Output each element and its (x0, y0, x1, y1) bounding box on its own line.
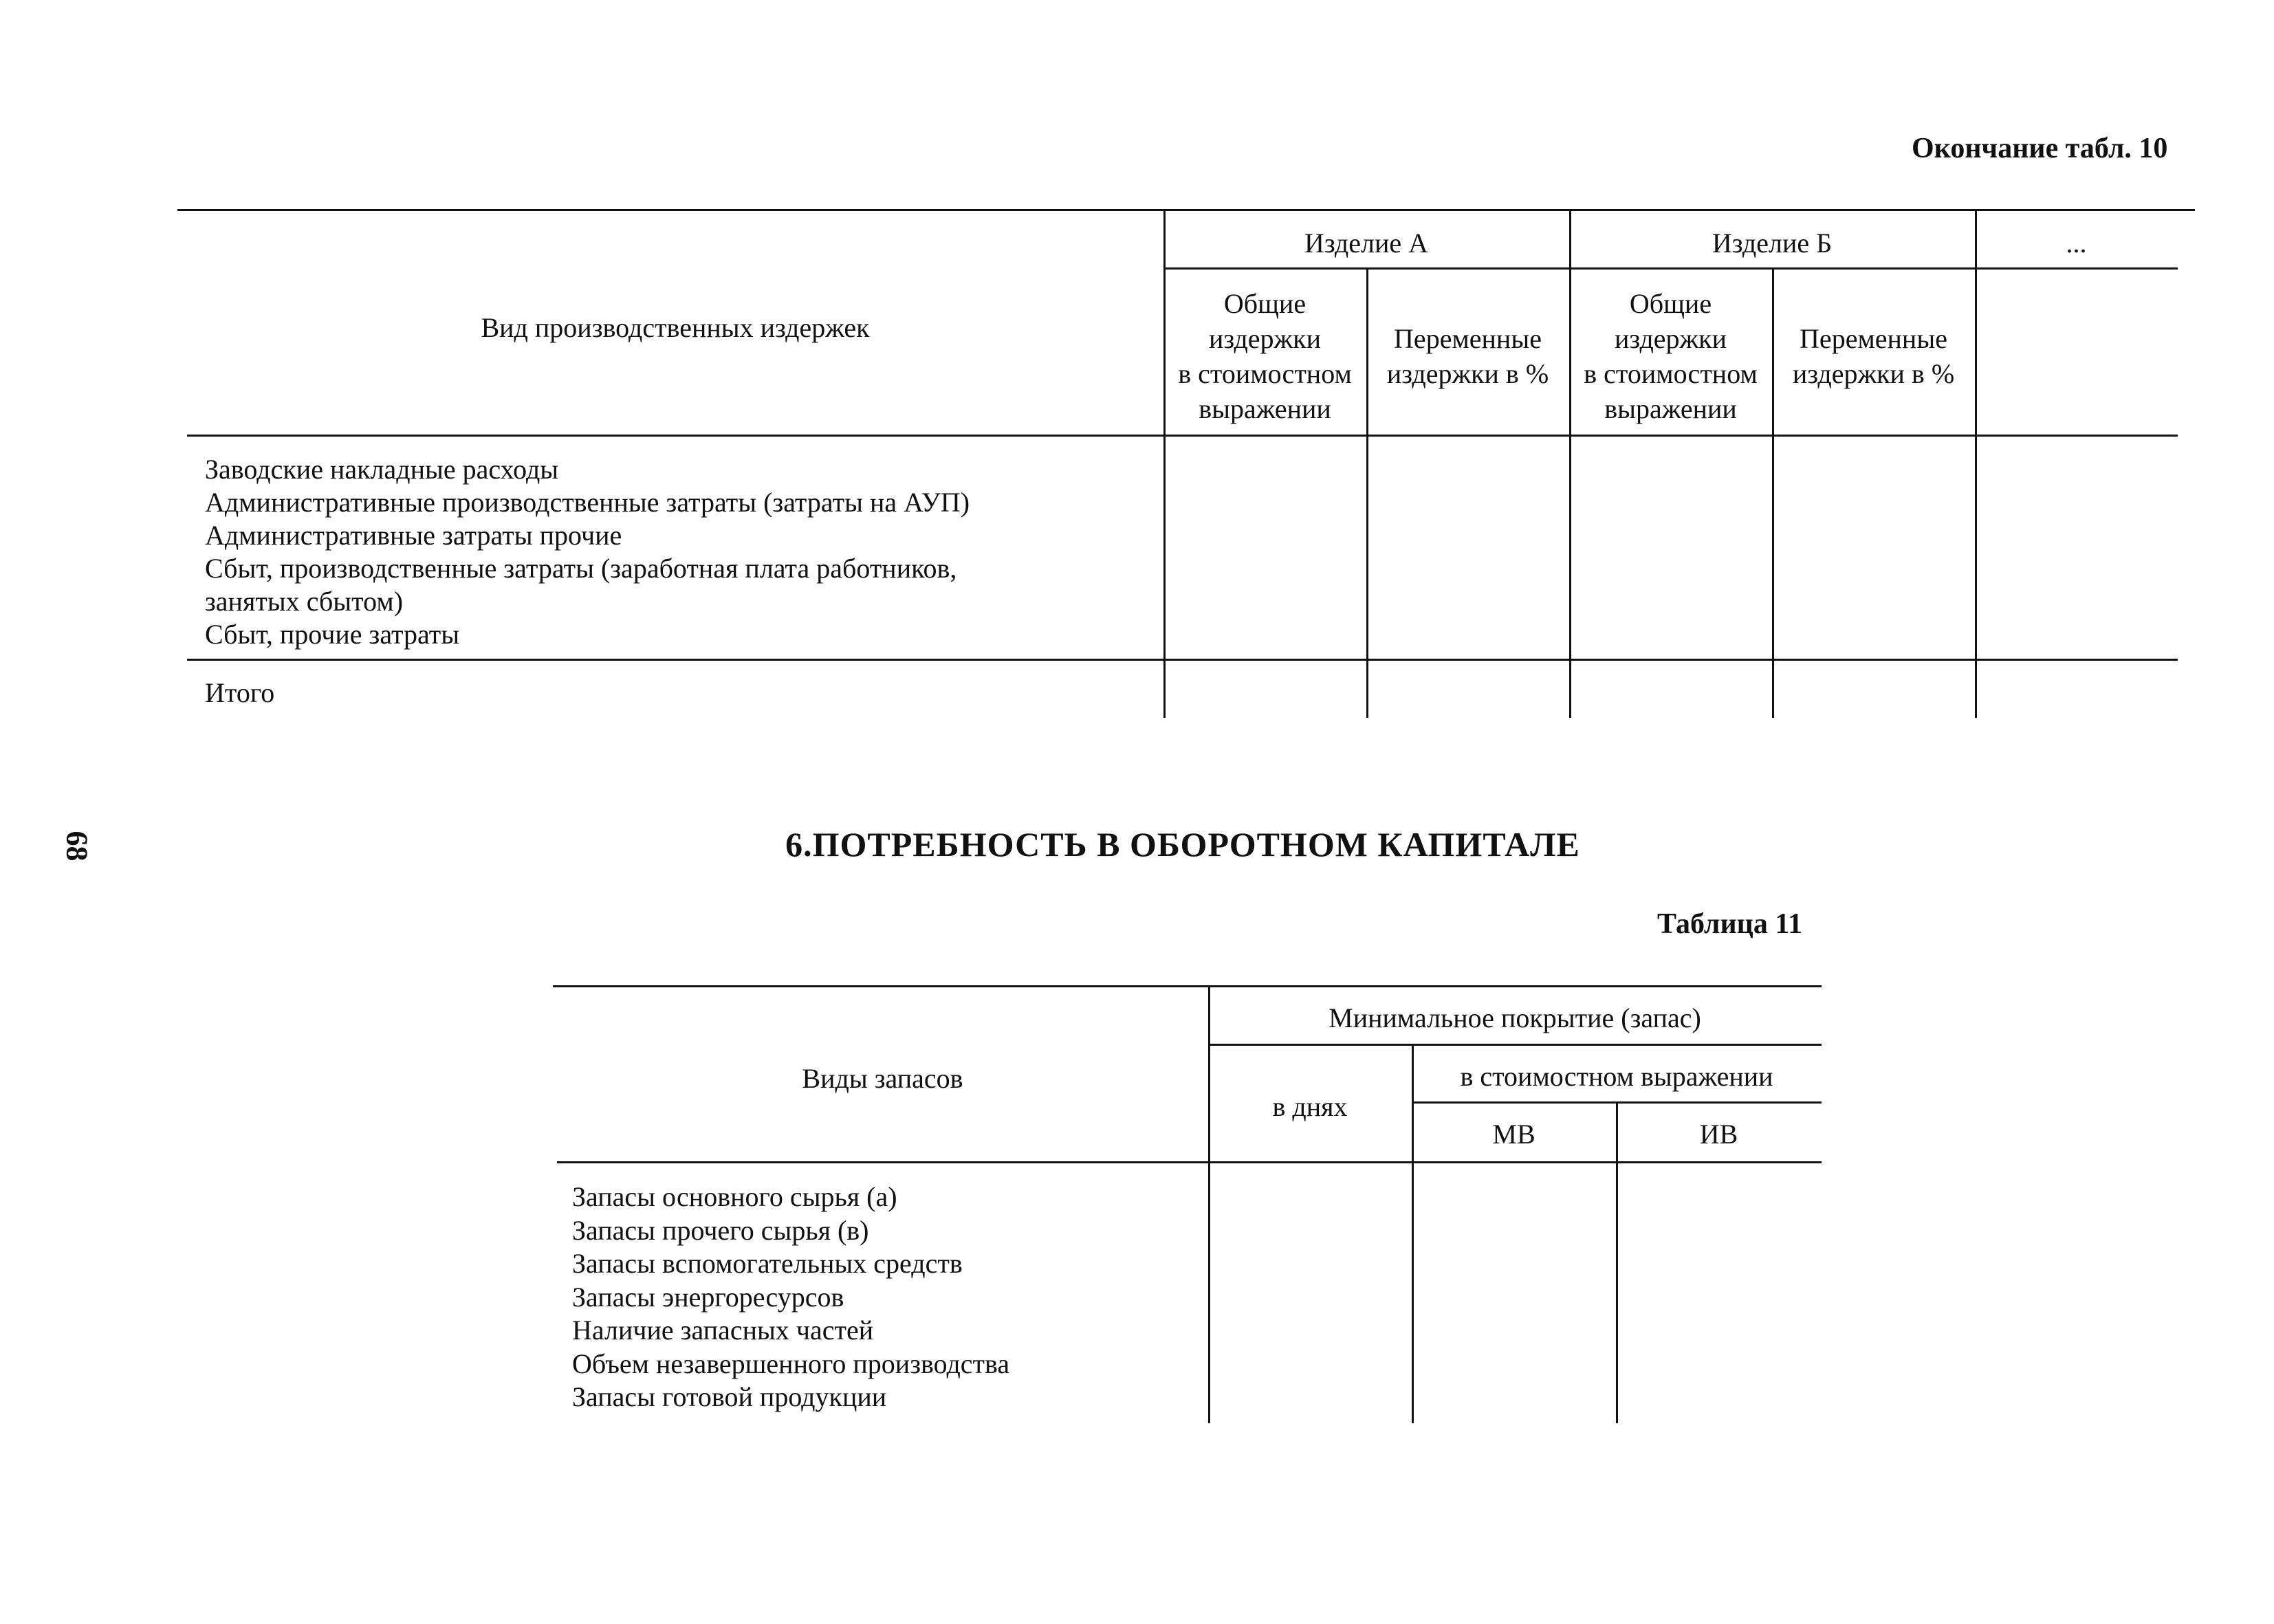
table11-header-mv: МВ (1492, 1119, 1535, 1150)
header-line: в стоимостном (1178, 358, 1352, 389)
header-line: Переменные (1394, 323, 1542, 354)
table11-header-in-value: в стоимостном выражении (1460, 1061, 1773, 1092)
header-line: Общие (1629, 288, 1712, 319)
table11-header-iv: ИВ (1699, 1119, 1738, 1150)
table10-subheader-rule (1163, 267, 2178, 270)
table10-header-product-b: Изделие Б (1712, 228, 1833, 259)
table-row: Запасы прочего сырья (в) (572, 1214, 869, 1246)
table10-header-variable-costs-b (1772, 321, 1975, 391)
table10-header-bottom-rule (187, 435, 2178, 437)
table10-header-ellipsis: ... (2066, 228, 2087, 259)
table-row: Запасы энергоресурсов (572, 1281, 844, 1313)
table-row: Наличие запасных частей (572, 1315, 874, 1346)
continuation-label: Окончание табл. 10 (1912, 133, 2168, 164)
table10-col-divider (1569, 209, 1571, 718)
header-line: выражении (1199, 393, 1331, 424)
header-line: в стоимостном (1584, 358, 1758, 389)
table10-header-variable-costs-a (1366, 321, 1569, 391)
table-row: Запасы основного сырья (а) (572, 1181, 897, 1212)
header-line: издержки в % (1792, 358, 1955, 389)
header-line: Переменные (1800, 323, 1947, 354)
table10-col-divider (1163, 209, 1166, 718)
table-row: Запасы вспомогательных средств (572, 1248, 963, 1279)
table11-header-bottom-rule (557, 1161, 1822, 1163)
table11-header-stock-types: Виды запасов (802, 1063, 963, 1094)
table-row: Объем незавершенного производства (572, 1348, 1010, 1379)
table11-header-in-days: в днях (1272, 1091, 1348, 1122)
table10-total-row: Итого (205, 677, 275, 708)
table10-header-cost-type: Вид производственных издержек (481, 312, 870, 343)
header-line: издержки (1208, 323, 1322, 354)
table10-total-rule (187, 659, 2178, 661)
table-row: Заводские накладные расходы (205, 454, 559, 485)
table11-top-rule (553, 985, 1822, 987)
table-row: Административные производственные затраты (затраты на АУП) (205, 487, 970, 518)
table-row: занятых сбытом) (205, 586, 404, 617)
header-line: издержки (1614, 323, 1727, 354)
header-line: выражении (1604, 393, 1737, 424)
header-line: издержки в % (1386, 358, 1549, 389)
table10-top-rule (177, 209, 2195, 211)
table11-subheader-rule (1208, 1044, 1822, 1046)
table10-header-product-a: Изделие А (1304, 228, 1429, 259)
table10-header-total-costs-a (1163, 286, 1366, 426)
page-number: 68 (60, 831, 94, 862)
table10-col-divider (1975, 209, 1977, 718)
table11-col-divider (1208, 985, 1210, 1423)
table11-label: Таблица 11 (1657, 908, 1803, 940)
table-row: Сбыт, прочие затраты (205, 619, 460, 650)
table11-body-rows (572, 1181, 1009, 1414)
header-line: Общие (1223, 288, 1307, 319)
section-title: 6.ПОТРЕБНОСТЬ В ОБОРОТНОМ КАПИТАЛЕ (785, 825, 1580, 864)
table-row: Запасы готовой продукции (572, 1381, 887, 1412)
table11-col-divider (1412, 1044, 1414, 1423)
table10-header-total-costs-b (1569, 286, 1772, 426)
table-row: Сбыт, производственные затраты (заработная плата работников, (205, 553, 957, 584)
table10-body-rows (205, 453, 970, 651)
table-row: Административные затраты прочие (205, 520, 622, 551)
table11-header-min-coverage: Минимальное покрытие (запас) (1329, 1002, 1701, 1033)
